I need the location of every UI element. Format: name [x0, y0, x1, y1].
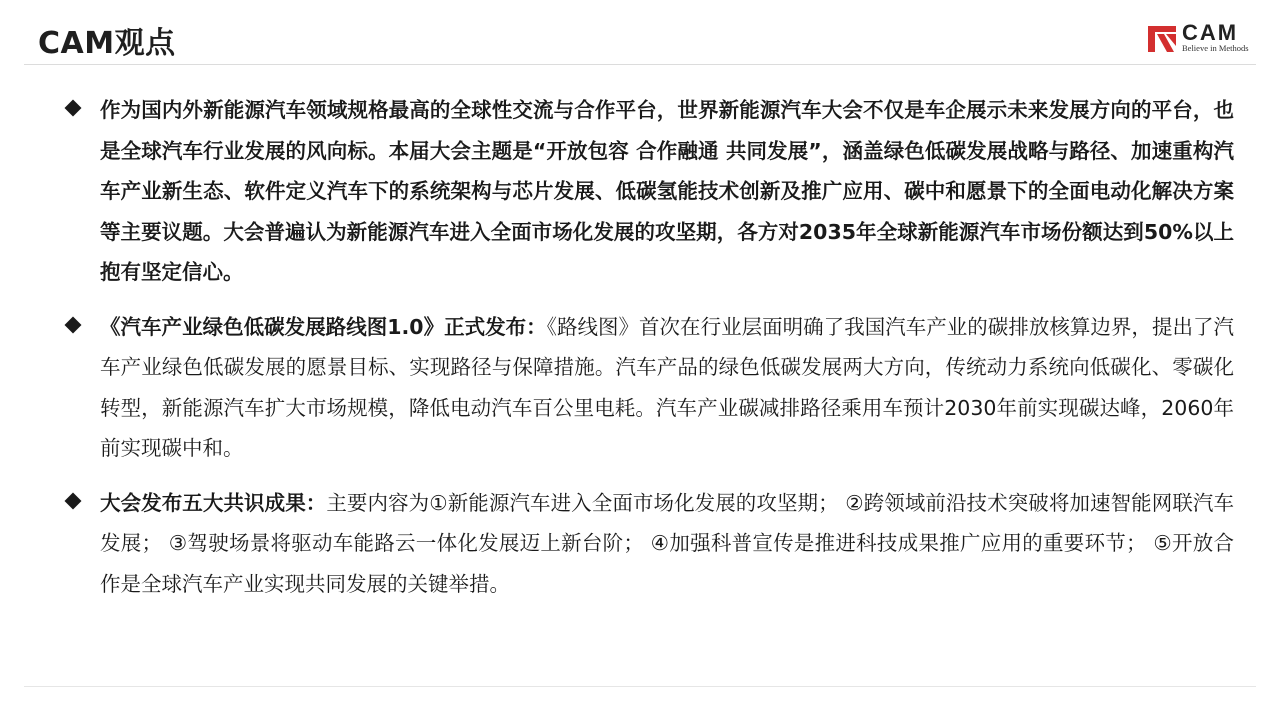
page-title: CAM观点 [38, 26, 176, 61]
footer-divider [24, 686, 1256, 687]
logo-tagline: Believe in Methods [1182, 43, 1249, 53]
bullet-item [64, 90, 1234, 293]
bullet-item [64, 307, 1234, 469]
bullet-lead: 《汽车产业绿色低碳发展路线图1.0》正式发布： [100, 314, 547, 339]
header-divider [24, 64, 1256, 65]
cam-logo-icon [1148, 26, 1176, 52]
bullet-text: 主要内容为①新能源汽车进入全面市场化发展的攻坚期； ②跨领域前沿技术突破将加速智能网联汽车发展； ③驾驶场景将驱动车能路云一体化发展迈上新台阶； ④加强科普宣传是推进科技成果推广应用的重要环节； ⑤开放合作是全球汽车产业实现共同发展的关键举措。 [100, 490, 1234, 596]
bullet-text: 《路线图》首次在行业层面明确了我国汽车产业的碳排放核算边界，提出了汽车产业绿色低碳发展的愿景目标、实现路径与保障措施。汽车产品的绿色低碳发展两大方向，传统动力系统向低碳化、零碳化转型，新能源汽车扩大市场规模，降低电动汽车百公里电耗。汽车产业碳减排路径乘用车预计2030年前实现碳达峰，2060年前实现碳中和。 [100, 314, 1234, 460]
bullet-paragraph [100, 483, 1234, 605]
cam-logo [1148, 20, 1258, 54]
bullet-lead: 大会发布五大共识成果： [100, 490, 327, 515]
diamond-bullet-icon [65, 492, 82, 509]
bullet-text: 作为国内外新能源汽车领域规格最高的全球性交流与合作平台，世界新能源汽车大会不仅是车企展示未来发展方向的平台，也是全球汽车行业发展的风向标。本届大会主题是“开放包容 合作融通 共同发展”，涵盖绿色低碳发展战略与路径、加速重构汽车产业新生态、软件定义汽车下的系统架构与芯片发展、低碳氢能技术创新及推广应用、碳中和愿景下的全面电动化解决方案等主要议题。大会普遍认为新能源汽车进入全面市场化发展的攻坚期，各方对2035年全球新能源汽车市场份额达到50%以上抱有坚定信心。 [100, 98, 1234, 284]
logo-brand-text: CAM [1182, 20, 1239, 45]
bullet-paragraph [100, 307, 1234, 469]
bullet-item [64, 483, 1234, 605]
bullet-list [64, 90, 1234, 618]
diamond-bullet-icon [65, 100, 82, 117]
diamond-bullet-icon [65, 316, 82, 333]
